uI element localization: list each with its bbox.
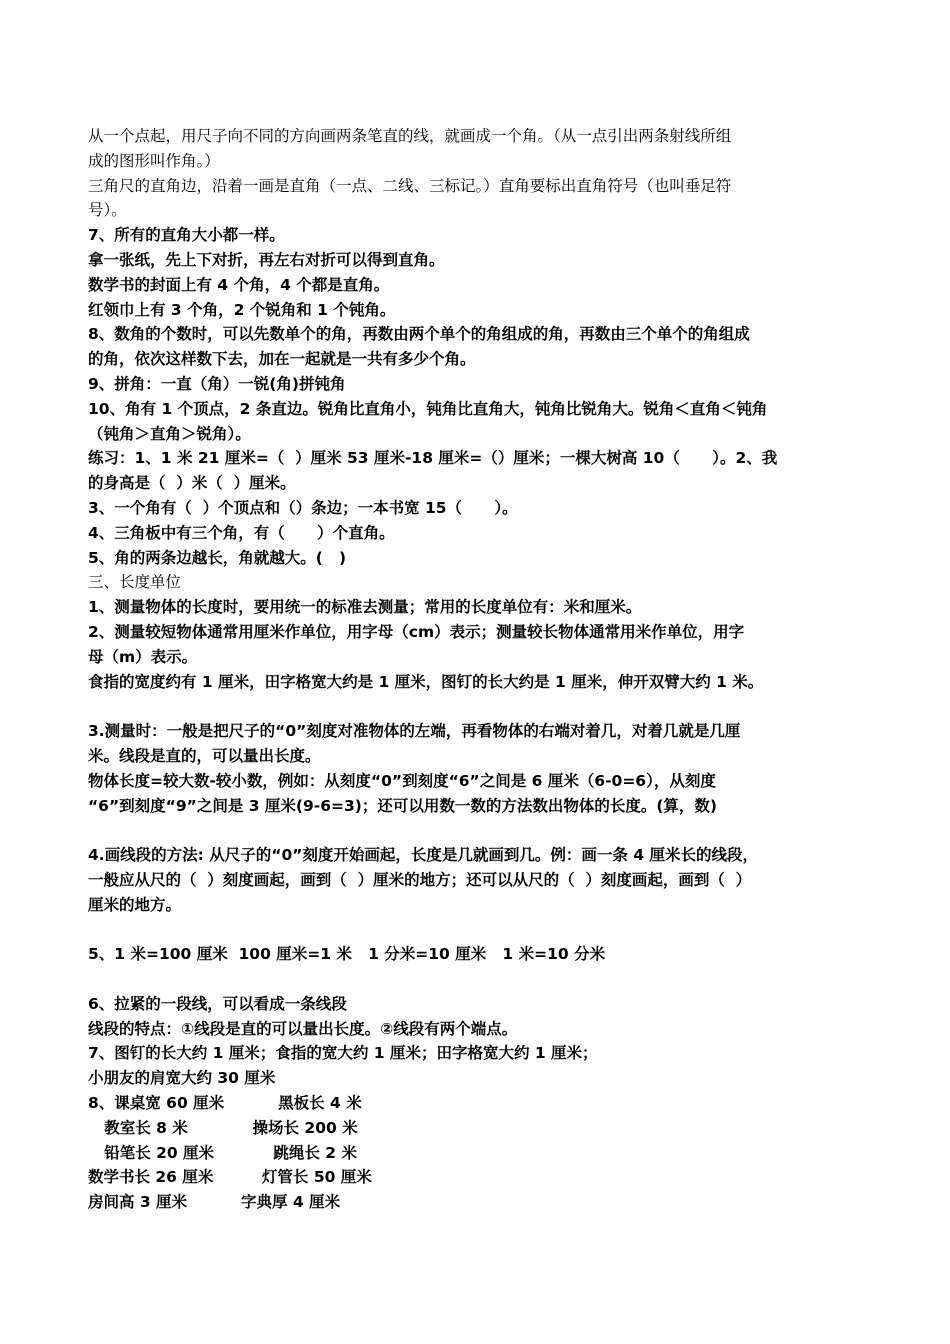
text-line: 三角尺的直角边，沿着一画是直角（一点、二线、三标记。）直角要标出直角符号（也叫垂足符	[88, 176, 732, 195]
text-line: 8、数角的个数时，可以先数单个的角，再数由两个单个的角组成的角，再数由三个单个的角组成	[88, 325, 750, 344]
text-line: 4、三角板中有三个角，有（ ）个直角。	[88, 523, 395, 542]
text-line: 红领巾上有 3 个角，2 个锐角和 1 个钝角。	[88, 300, 396, 319]
document-body	[88, 124, 878, 1215]
text-line: 3、一个角有（ ）个顶点和（）条边；一本书宽 15（ ）。	[88, 498, 518, 517]
text-line: 三、长度单位	[88, 573, 182, 592]
text-line: 的身高是（ ）米（ ）厘米。	[88, 474, 296, 493]
text-line: 成的图形叫作角。）	[88, 151, 220, 170]
text-line: 铅笔长 20 厘米 跳绳长 2 米	[88, 1143, 357, 1162]
text-line: 10、角有 1 个顶点，2 条直边。锐角比直角小，钝角比直角大，钝角比锐角大。锐角＜直角＜钝角	[88, 399, 768, 418]
text-line: 拿一张纸，先上下对折，再左右对折可以得到直角。	[88, 250, 445, 269]
text-line: 教室长 8 米 操场长 200 米	[88, 1118, 358, 1137]
text-line: 房间高 3 厘米 字典厚 4 厘米	[88, 1193, 341, 1212]
text-line: 号）。	[88, 201, 127, 220]
text-line: 米。线段是直的，可以量出长度。	[88, 746, 321, 765]
text-line: 母（m）表示。	[88, 647, 198, 666]
text-line: 2、测量较短物体通常用厘米作单位，用字母（cm）表示；测量较长物体通常用米作单位，用字	[88, 622, 745, 641]
text-line: 6、拉紧的一段线，可以看成一条线段	[88, 994, 347, 1013]
text-line: 3.测量时：一般是把尺子的“0”刻度对准物体的左端，再看物体的右端对着几，对着几就是几厘	[88, 722, 741, 741]
text-line: 食指的宽度约有 1 厘米，田字格宽大约是 1 厘米，图钉的长大约是 1 厘米，伸开双臂大约 1 米。	[88, 672, 764, 691]
text-line: 物体长度=较大数-较小数，例如：从刻度“0”到刻度“6”之间是 6 厘米（6-0=6），从刻度	[88, 771, 716, 790]
text-line: 数学书长 26 厘米 灯管长 50 厘米	[88, 1168, 372, 1187]
text-line: 8、课桌宽 60 厘米 黑板长 4 米	[88, 1094, 362, 1113]
text-line: 练习：1、1 米 21 厘米=（ ）厘米 53 厘米-18 厘米=（）厘米；一棵大树高 10（ ）。2、我	[88, 449, 778, 468]
text-line: 4.画线段的方法: 从尺子的“0”刻度开始画起，长度是几就画到几。例：画一条 4 厘米长的线段，	[88, 846, 759, 865]
text-line: “6”到刻度“9”之间是 3 厘米(9-6=3)；还可以用数一数的方法数出物体的长度。(算，数)	[88, 796, 718, 815]
blank-line	[88, 694, 878, 719]
text-line: 1、测量物体的长度时，要用统一的标准去测量；常用的长度单位有：米和厘米。	[88, 598, 642, 617]
text-line: 的角，依次这样数下去，加在一起就是一共有多少个角。	[88, 350, 476, 369]
text-line: 9、拼角：一直（角）一锐(角)拼钝角	[88, 374, 346, 393]
text-line: 5、1 米=100 厘米 100 厘米=1 米 1 分米=10 厘米 1 米=10 分米	[88, 945, 606, 964]
blank-line	[88, 967, 878, 992]
text-line: 一般应从尺的（ ）刻度画起，画到（ ）厘米的地方；还可以从尺的（ ）刻度画起，画到（ ）	[88, 870, 752, 889]
text-line: 线段的特点：①线段是直的可以量出长度。②线段有两个端点。	[88, 1019, 518, 1038]
text-line: 7、图钉的长大约 1 厘米；食指的宽大约 1 厘米；田字格宽大约 1 厘米；	[88, 1044, 598, 1063]
text-line: 5、角的两条边越长，角就越大。( )	[88, 548, 347, 567]
text-line: 从一个点起，用尺子向不同的方向画两条笔直的线，就画成一个角。（从一点引出两条射线所组	[88, 127, 732, 145]
text-line: （钝角＞直角＞锐角）。	[88, 424, 251, 443]
text-line: 小朋友的肩宽大约 30 厘米	[88, 1069, 276, 1088]
blank-line	[88, 818, 878, 843]
blank-line	[88, 918, 878, 943]
text-line: 7、所有的直角大小都一样。	[88, 226, 285, 245]
text-line: 厘米的地方。	[88, 895, 182, 914]
text-line: 数学书的封面上有 4 个角，4 个都是直角。	[88, 275, 390, 294]
